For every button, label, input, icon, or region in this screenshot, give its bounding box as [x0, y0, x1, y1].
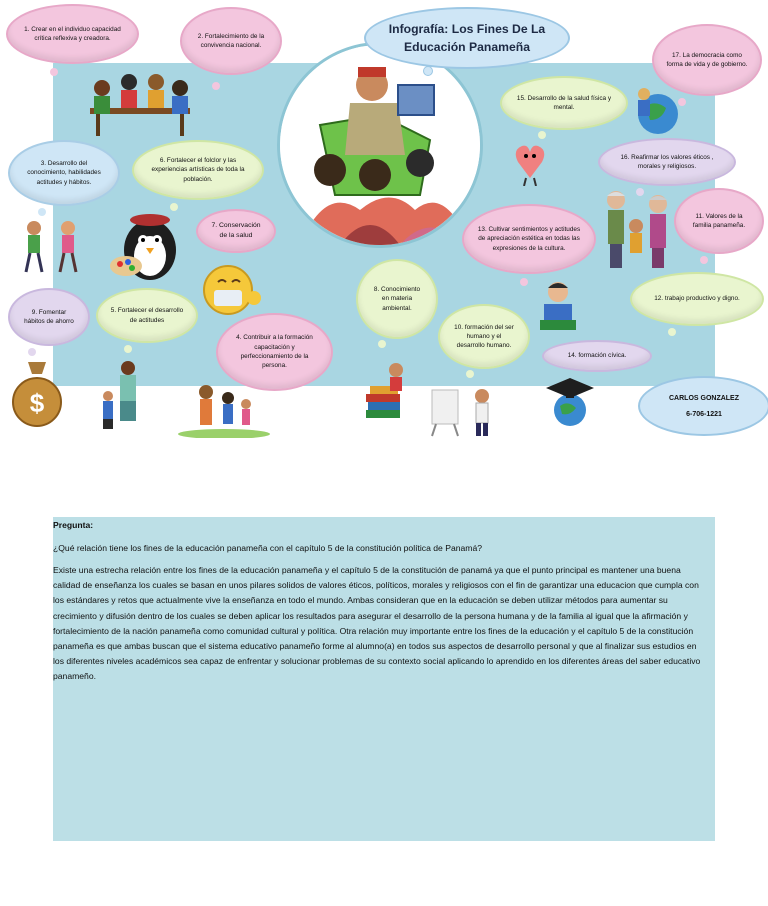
- earth-globe-icon: [626, 84, 686, 136]
- bubble-17: 17. La democracia como forma de vida y de gobierno.: [652, 24, 762, 96]
- bubble-6: 6. Fortalecer el folclor y las experiencias artísticas de toda la población.: [132, 140, 264, 200]
- author-name: CARLOS GONZALEZ: [669, 394, 739, 402]
- family-walking-icon: [176, 382, 272, 438]
- bubble-13: 13. Cultivar sentimientos y actitudes de apreciación estética en todas las expresiones de la cultura.: [462, 204, 596, 274]
- face-mask-emoji-icon: [198, 262, 264, 316]
- bubble-tail: [668, 328, 676, 336]
- answer-text: Existe una estrecha relación entre los fines de la educación panameña y el capítulo 5 de la constitución de panamá ya que el punto principal es mantener una buena calidad de enseñanza los cuales se basan en unos pilares solidos de valores éticos, políticos, morales y religiosos con el fin de garantizar una educacion que cumpla con los estándares y retos que actualmente vive la enseñanza en todo el mundo. Ambas consideran que en la educación se deben utilizar métodos para aumentar su crecimiento y difusión dentro de los cuales se deben aplicar los resultados para asegurar el desarrollo de la persona humana y de la familia al igual que la afirmación y fortalecimiento de la nación panameña como comunidad cultural y política. Otra relación muy importante entre los fines de la educación y el capítulo 5 de la constitución panameña es que ambas buscan que el sistema educativo panameño forme al alumno(a) en todos sus aspectos de desarrollo personal y que al finalizar sus estudios en los diferentes niveles académicos sea capaz de enfrentar y solucionar problemas de su contexto social aplicando lo aprendido en los diferentes áreas del saber educativo panameño.: [53, 565, 701, 682]
- question-answer-box: [53, 517, 715, 841]
- bubble-3: 3. Desarrollo del conocimiento, habilidades actitudes y hábitos.: [8, 140, 120, 206]
- bubble-11: 11. Valores de la familia panameña.: [674, 188, 764, 254]
- question-label: Pregunta:: [53, 520, 94, 530]
- bubble-tail: [38, 208, 46, 216]
- infographic-title: [364, 7, 570, 69]
- bubble-1: 1. Crear en el individuo capacidad crítica reflexiva y creadora.: [6, 4, 139, 64]
- group-icon: [84, 68, 196, 140]
- heart-character-icon: [514, 140, 546, 186]
- bubble-4: 4. Contribuir a la formación capacitación y perfeccionamiento de la persona.: [216, 313, 333, 391]
- penguin-painter-icon: [108, 210, 190, 282]
- bubble-5: 5. Fortalecer el desarrollo de actitudes: [96, 288, 198, 343]
- bubble-12: 12. trabajo productivo y digno.: [630, 272, 764, 326]
- kids-playing-icon: [16, 218, 88, 276]
- money-bag-icon: [10, 356, 64, 428]
- bubble-8: 8. Conocimiento en materia ambiental.: [356, 259, 438, 339]
- bubble-tail: [378, 340, 386, 348]
- bubble-7: 7. Conservación de la salud: [196, 209, 276, 253]
- graduation-globe-icon: [540, 376, 600, 428]
- bubble-tail: [212, 82, 220, 90]
- author-id: 6-706-1221: [686, 410, 722, 418]
- title-cloud-tail: [423, 66, 433, 76]
- bubble-16: 16. Reafirmar los valores éticos , morales y religiosos.: [598, 138, 736, 186]
- presenter-board-icon: [428, 386, 500, 438]
- bubble-9: 9. Fomentar hábitos de ahorro: [8, 288, 90, 346]
- bubble-2: 2. Fortalecimiento de la convivencia nacional.: [180, 7, 282, 75]
- bubble-10: 10. formación del ser humano y el desarrollo humano.: [438, 304, 530, 369]
- bubble-tail: [124, 345, 132, 353]
- bubble-tail: [50, 68, 58, 76]
- bubble-tail: [28, 348, 36, 356]
- svg-text:$: $: [29, 388, 45, 418]
- bubble-14: 14. formación cívica.: [542, 340, 652, 372]
- family-icon: [602, 188, 674, 272]
- question-text: ¿Qué relación tiene los fines de la educación panameña con el capítulo 5 de la constitución política de Panamá?: [53, 543, 483, 553]
- bubble-tail: [520, 278, 528, 286]
- title-line-2: Educación Panameña: [404, 40, 530, 54]
- bubble-15: 15. Desarrollo de la salud física y mental.: [500, 76, 628, 130]
- bubble-tail: [538, 131, 546, 139]
- teacher-student-icon: [98, 360, 146, 432]
- student-reading-icon: [536, 280, 580, 336]
- bubble-tail: [700, 256, 708, 264]
- books-icon: [362, 354, 410, 426]
- author-info: [638, 376, 768, 436]
- bubble-tail: [466, 370, 474, 378]
- teacher-reading-icon: [277, 42, 483, 248]
- title-line-1: Infografía: Los Fines De La: [388, 21, 546, 36]
